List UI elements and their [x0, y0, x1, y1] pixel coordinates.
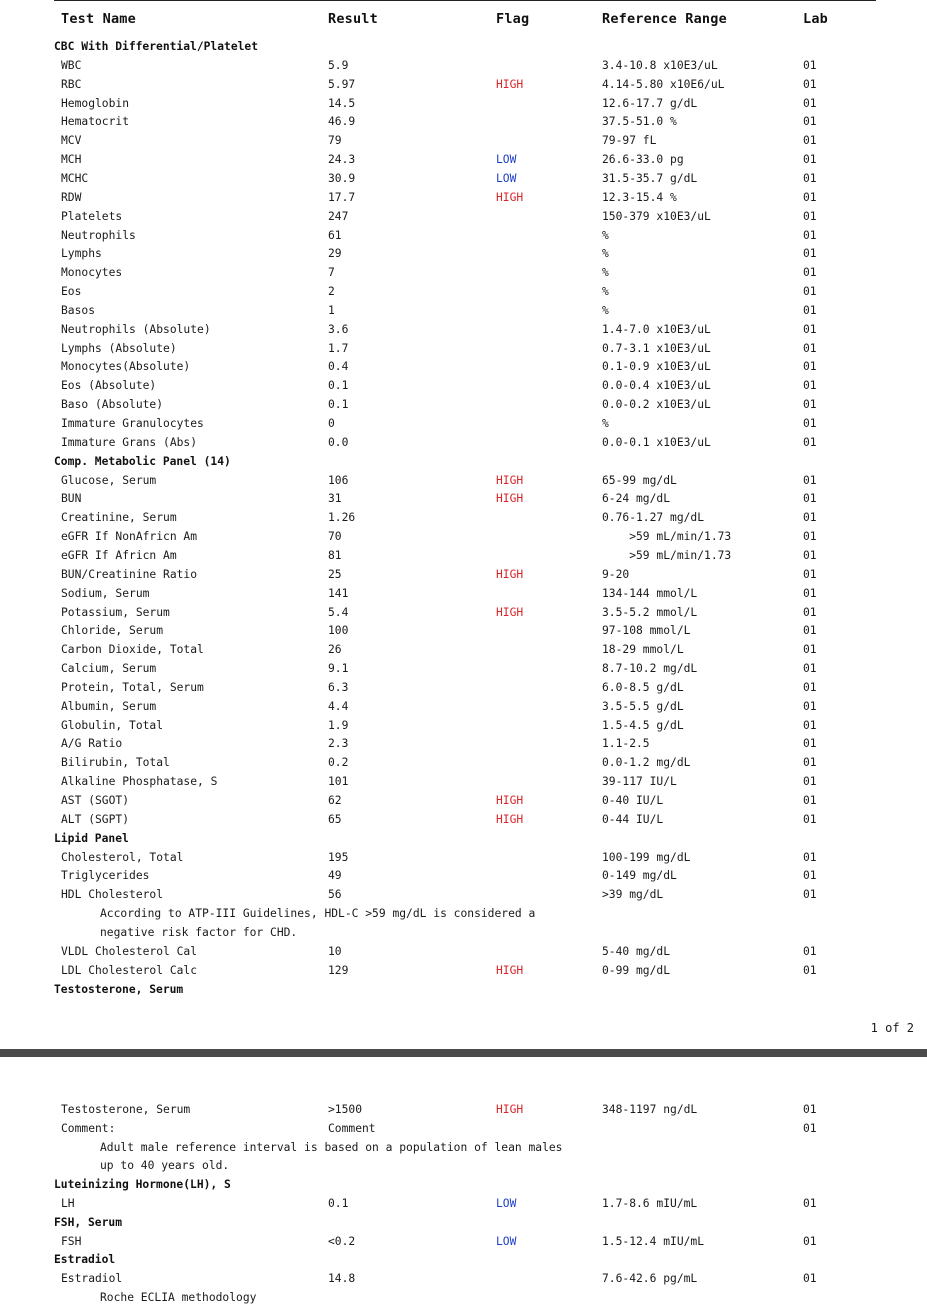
result-value-cell: 17.7: [328, 190, 356, 204]
result-row-mch: [0, 150, 927, 169]
test-name-cell: RDW: [61, 190, 82, 204]
lab-code-cell: 01: [803, 643, 817, 657]
reference-range-cell: 0-99 mg/dL: [602, 963, 671, 977]
flag-cell: HIGH: [496, 605, 524, 619]
result-value-cell: 3.6: [328, 322, 349, 336]
result-value-cell: 56: [328, 888, 342, 902]
reference-range-cell: 97-108 mmol/L: [602, 624, 691, 638]
test-name-cell: Platelets: [61, 209, 123, 223]
test-name-cell: Lymphs: [61, 247, 102, 261]
section-heading-lipid-panel: Lipid Panel: [54, 831, 129, 845]
result-value-cell: 1.7: [328, 341, 349, 355]
reference-range-cell: 39-117 IU/L: [602, 775, 677, 789]
flag-cell: HIGH: [496, 794, 524, 807]
lab-code-cell: 01: [803, 812, 817, 826]
result-row-chloride-serum: [0, 621, 927, 640]
test-name-cell: Monocytes: [61, 266, 123, 280]
reference-range-cell: 0.0-0.1 x10E3/uL: [602, 435, 711, 449]
result-value-cell: 0.0: [328, 435, 349, 449]
result-value-cell: 4.4: [328, 699, 349, 713]
test-name-cell: WBC: [61, 58, 82, 72]
lab-code-cell: 01: [803, 435, 817, 449]
result-value-cell: 30.9: [328, 171, 356, 185]
test-name-cell: AST (SGOT): [61, 794, 130, 807]
test-name-cell: Potassium, Serum: [61, 605, 170, 619]
reference-range-cell: 1.7-8.6 mIU/mL: [602, 1197, 698, 1210]
header-test-name: Test Name: [61, 11, 136, 27]
result-value-cell: 0: [328, 417, 335, 430]
reference-range-cell: 1.4-7.0 x10E3/uL: [602, 322, 711, 336]
lab-code-cell: 01: [803, 586, 817, 600]
header-rule: [54, 0, 876, 1]
test-name-cell: ALT (SGPT): [61, 812, 130, 826]
result-value-cell: 14.8: [328, 1272, 356, 1286]
result-row-alkaline-phosphatase-s: [0, 772, 927, 791]
section-heading-cbc-with-differential-platelet: CBC With Differential/Platelet: [54, 40, 259, 53]
lab-code-cell: 01: [803, 963, 817, 977]
flag-cell: HIGH: [496, 77, 524, 91]
result-row-basos: [0, 301, 927, 320]
reference-range-cell: %: [602, 303, 609, 317]
flag-cell: HIGH: [496, 492, 524, 506]
result-value-cell: 5.9: [328, 58, 349, 72]
result-value-cell: 70: [328, 530, 342, 544]
result-value-cell: 81: [328, 548, 342, 562]
lab-code-cell: 01: [803, 530, 817, 544]
result-value-cell: 247: [328, 209, 349, 223]
test-name-cell: Basos: [61, 303, 96, 317]
result-row-neutrophils-absolute: [0, 320, 927, 339]
reference-range-cell: 8.7-10.2 mg/dL: [602, 662, 698, 676]
result-value-cell: 31: [328, 492, 342, 506]
lab-code-cell: 01: [803, 398, 817, 412]
lab-code-cell: 01: [803, 869, 817, 883]
reference-range-cell: 3.5-5.2 mmol/L: [602, 605, 698, 619]
section-heading-comp-metabolic-panel-14: Comp. Metabolic Panel (14): [54, 454, 231, 468]
page-number: 1 of 2: [870, 1021, 914, 1035]
lab-code-cell: 01: [803, 379, 817, 393]
reference-range-cell: 7.6-42.6 pg/mL: [602, 1272, 698, 1286]
result-row-baso-absolute: [0, 395, 927, 414]
reference-range-cell: 0.7-3.1 x10E3/uL: [602, 341, 711, 355]
flag-cell: LOW: [496, 153, 517, 167]
result-comment-text: up to 40 years old.: [100, 1159, 230, 1173]
result-value-cell: 0.1: [328, 379, 349, 393]
lab-code-cell: 01: [803, 699, 817, 713]
test-name-cell: MCHC: [61, 171, 89, 185]
lab-code-cell: 01: [803, 1103, 817, 1116]
result-value-cell: 49: [328, 869, 342, 883]
result-value-cell: 10: [328, 944, 342, 958]
lab-code-cell: 01: [803, 1234, 817, 1248]
result-value-cell: 1.9: [328, 718, 349, 732]
result-row-monocytes: [0, 263, 927, 282]
result-value-cell: <0.2: [328, 1234, 356, 1248]
reference-range-cell: 6-24 mg/dL: [602, 492, 671, 506]
result-row-a-g-ratio: [0, 734, 927, 753]
test-name-cell: Estradiol: [61, 1272, 123, 1286]
lab-code-cell: 01: [803, 718, 817, 732]
test-name-cell: Glucose, Serum: [61, 473, 157, 487]
lab-code-cell: 01: [803, 303, 817, 317]
result-value-cell: 141: [328, 586, 349, 600]
result-row-bilirubin-total: [0, 753, 927, 772]
result-value-cell: 0.1: [328, 398, 349, 412]
page-divider: [0, 1049, 927, 1057]
lab-code-cell: 01: [803, 58, 817, 72]
result-row-wbc: [0, 56, 927, 75]
result-value-cell: 5.97: [328, 77, 356, 91]
result-row-mchc: [0, 169, 927, 188]
result-value-cell: 100: [328, 624, 349, 638]
test-name-cell: Cholesterol, Total: [61, 850, 184, 864]
flag-cell: LOW: [496, 171, 517, 185]
test-name-cell: A/G Ratio: [61, 737, 123, 751]
lab-code-cell: 01: [803, 247, 817, 261]
result-comment-text: According to ATP-III Guidelines, HDL-C >59 mg/dL is considered a: [100, 907, 536, 921]
result-value-cell: 61: [328, 228, 342, 242]
result-row-bun: [0, 489, 927, 508]
test-name-cell: Creatinine, Serum: [61, 511, 177, 525]
reference-range-cell: %: [602, 417, 609, 430]
lab-code-cell: 01: [803, 285, 817, 299]
flag-cell: HIGH: [496, 812, 524, 826]
result-value-cell: Comment: [328, 1121, 376, 1135]
result-row-fsh: [0, 1232, 927, 1251]
test-name-cell: eGFR If Africn Am: [61, 548, 177, 562]
result-value-cell: 0.1: [328, 1197, 349, 1210]
result-value-cell: >1500: [328, 1103, 363, 1116]
result-row-testosterone-serum: [0, 1100, 927, 1119]
test-name-cell: Monocytes(Absolute): [61, 360, 191, 374]
result-row-creatinine-serum: [0, 508, 927, 527]
test-name-cell: Bilirubin, Total: [61, 756, 170, 770]
result-value-cell: 29: [328, 247, 342, 261]
test-name-cell: BUN: [61, 492, 82, 506]
reference-range-cell: 0.76-1.27 mg/dL: [602, 511, 705, 525]
reference-range-cell: %: [602, 228, 609, 242]
test-name-cell: Immature Grans (Abs): [61, 435, 198, 449]
flag-cell: LOW: [496, 1197, 517, 1210]
test-name-cell: Globulin, Total: [61, 718, 164, 732]
result-value-cell: 62: [328, 794, 342, 807]
test-name-cell: Albumin, Serum: [61, 699, 157, 713]
reference-range-cell: 5-40 mg/dL: [602, 944, 671, 958]
reference-range-cell: %: [602, 266, 609, 280]
lab-code-cell: 01: [803, 190, 817, 204]
result-row-lymphs-absolute: [0, 339, 927, 358]
lab-code-cell: 01: [803, 153, 817, 167]
result-row-lymphs: [0, 244, 927, 263]
header-reference-range: Reference Range: [602, 11, 727, 27]
result-row-triglycerides: [0, 866, 927, 885]
test-name-cell: Neutrophils (Absolute): [61, 322, 211, 336]
flag-cell: HIGH: [496, 473, 524, 487]
reference-range-cell: 100-199 mg/dL: [602, 850, 691, 864]
lab-code-cell: 01: [803, 77, 817, 91]
result-row-estradiol: [0, 1269, 927, 1288]
lab-code-cell: 01: [803, 624, 817, 638]
test-name-cell: VLDL Cholesterol Cal: [61, 944, 198, 958]
reference-range-cell: 79-97 fL: [602, 134, 657, 148]
result-value-cell: 5.4: [328, 605, 349, 619]
lab-code-cell: 01: [803, 662, 817, 676]
lab-code-cell: 01: [803, 680, 817, 694]
result-value-cell: 101: [328, 775, 349, 789]
reference-range-cell: 9-20: [602, 567, 630, 581]
flag-cell: HIGH: [496, 1103, 524, 1116]
result-comment-text: Roche ECLIA methodology: [100, 1291, 257, 1304]
result-row-neutrophils: [0, 226, 927, 245]
result-row-comment: [0, 1119, 927, 1138]
result-row-globulin-total: [0, 716, 927, 735]
result-row-bun-creatinine-ratio: [0, 565, 927, 584]
reference-range-cell: 12.6-17.7 g/dL: [602, 96, 698, 110]
test-name-cell: Triglycerides: [61, 869, 150, 883]
result-value-cell: 129: [328, 963, 349, 977]
reference-range-cell: 18-29 mmol/L: [602, 643, 684, 657]
section-heading-fsh-serum: FSH, Serum: [54, 1215, 123, 1229]
result-value-cell: 6.3: [328, 680, 349, 694]
lab-code-cell: 01: [803, 944, 817, 958]
test-name-cell: MCH: [61, 153, 82, 167]
reference-range-cell: >59 mL/min/1.73: [602, 530, 732, 544]
section-heading-testosterone-serum: Testosterone, Serum: [54, 982, 184, 996]
flag-cell: HIGH: [496, 190, 524, 204]
test-name-cell: Sodium, Serum: [61, 586, 150, 600]
reference-range-cell: >39 mg/dL: [602, 888, 664, 902]
reference-range-cell: %: [602, 285, 609, 299]
test-name-cell: Hemoglobin: [61, 96, 130, 110]
reference-range-cell: %: [602, 247, 609, 261]
result-row-platelets: [0, 207, 927, 226]
test-name-cell: Lymphs (Absolute): [61, 341, 177, 355]
result-row-vldl-cholesterol-cal: [0, 942, 927, 961]
result-value-cell: 1: [328, 303, 335, 317]
lab-code-cell: 01: [803, 228, 817, 242]
result-row-carbon-dioxide-total: [0, 640, 927, 659]
lab-code-cell: 01: [803, 360, 817, 374]
result-row-lh: [0, 1194, 927, 1213]
lab-code-cell: 01: [803, 888, 817, 902]
test-name-cell: Protein, Total, Serum: [61, 680, 204, 694]
test-name-cell: Alkaline Phosphatase, S: [61, 775, 218, 789]
section-heading-luteinizing-hormone-lh-s: Luteinizing Hormone(LH), S: [54, 1178, 231, 1192]
result-value-cell: 2: [328, 285, 335, 299]
header-result: Result: [328, 11, 378, 27]
reference-range-cell: 31.5-35.7 g/dL: [602, 171, 698, 185]
lab-code-cell: 01: [803, 850, 817, 864]
test-name-cell: Baso (Absolute): [61, 398, 164, 412]
reference-range-cell: 1.5-12.4 mIU/mL: [602, 1234, 705, 1248]
lab-code-cell: 01: [803, 341, 817, 355]
lab-code-cell: 01: [803, 115, 817, 129]
result-row-hematocrit: [0, 112, 927, 131]
lab-code-cell: 01: [803, 473, 817, 487]
result-value-cell: 106: [328, 473, 349, 487]
lab-code-cell: 01: [803, 322, 817, 336]
result-row-alt-sgpt: [0, 810, 927, 829]
reference-range-cell: 0.1-0.9 x10E3/uL: [602, 360, 711, 374]
lab-code-cell: 01: [803, 567, 817, 581]
result-value-cell: 195: [328, 850, 349, 864]
reference-range-cell: 6.0-8.5 g/dL: [602, 680, 684, 694]
reference-range-cell: 0.0-1.2 mg/dL: [602, 756, 691, 770]
test-name-cell: LDL Cholesterol Calc: [61, 963, 198, 977]
flag-cell: HIGH: [496, 963, 524, 977]
test-name-cell: Testosterone, Serum: [61, 1103, 191, 1116]
reference-range-cell: 348-1197 ng/dL: [602, 1103, 698, 1116]
reference-range-cell: 1.5-4.5 g/dL: [602, 718, 684, 732]
test-name-cell: Eos: [61, 285, 82, 299]
result-row-ast-sgot: [0, 791, 927, 810]
result-row-sodium-serum: [0, 584, 927, 603]
test-name-cell: Hematocrit: [61, 115, 130, 129]
result-value-cell: 46.9: [328, 115, 356, 129]
result-row-calcium-serum: [0, 659, 927, 678]
test-name-cell: Neutrophils: [61, 228, 136, 242]
reference-range-cell: 37.5-51.0 %: [602, 115, 677, 129]
result-row-protein-total-serum: [0, 678, 927, 697]
result-row-rdw: [0, 188, 927, 207]
result-row-hdl-cholesterol: [0, 885, 927, 904]
reference-range-cell: 0-149 mg/dL: [602, 869, 677, 883]
reference-range-cell: 134-144 mmol/L: [602, 586, 698, 600]
report-page-2: [0, 1057, 927, 1314]
lab-code-cell: 01: [803, 794, 817, 807]
result-value-cell: 24.3: [328, 153, 356, 167]
reference-range-cell: 3.5-5.5 g/dL: [602, 699, 684, 713]
test-name-cell: Comment:: [61, 1121, 116, 1135]
result-row-immature-granulocytes: [0, 414, 927, 433]
result-row-cholesterol-total: [0, 848, 927, 867]
result-row-albumin-serum: [0, 697, 927, 716]
result-value-cell: 65: [328, 812, 342, 826]
header-lab: Lab: [803, 11, 828, 27]
reference-range-cell: 4.14-5.80 x10E6/uL: [602, 77, 725, 91]
lab-code-cell: 01: [803, 1121, 817, 1135]
lab-code-cell: 01: [803, 548, 817, 562]
lab-code-cell: 01: [803, 756, 817, 770]
test-name-cell: BUN/Creatinine Ratio: [61, 567, 198, 581]
test-name-cell: Calcium, Serum: [61, 662, 157, 676]
result-row-immature-grans-abs: [0, 433, 927, 452]
result-row-hemoglobin: [0, 94, 927, 113]
reference-range-cell: 12.3-15.4 %: [602, 190, 677, 204]
result-row-egfr-if-africn-am: [0, 546, 927, 565]
reference-range-cell: 150-379 x10E3/uL: [602, 209, 711, 223]
test-name-cell: Eos (Absolute): [61, 379, 157, 393]
reference-range-cell: 1.1-2.5: [602, 737, 650, 751]
lab-code-cell: 01: [803, 96, 817, 110]
reference-range-cell: 65-99 mg/dL: [602, 473, 677, 487]
test-name-cell: Immature Granulocytes: [61, 417, 204, 430]
test-name-cell: eGFR If NonAfricn Am: [61, 530, 198, 544]
lab-code-cell: 01: [803, 511, 817, 525]
reference-range-cell: 0.0-0.2 x10E3/uL: [602, 398, 711, 412]
result-value-cell: 1.26: [328, 511, 356, 525]
result-comment-text: negative risk factor for CHD.: [100, 925, 298, 939]
test-name-cell: RBC: [61, 77, 82, 91]
test-name-cell: Carbon Dioxide, Total: [61, 643, 204, 657]
test-name-cell: Chloride, Serum: [61, 624, 164, 638]
reference-range-cell: 3.4-10.8 x10E3/uL: [602, 58, 718, 72]
result-row-egfr-if-nonafricn-am: [0, 527, 927, 546]
result-value-cell: 2.3: [328, 737, 349, 751]
test-name-cell: LH: [61, 1197, 75, 1210]
result-row-rbc: [0, 75, 927, 94]
result-row-mcv: [0, 131, 927, 150]
test-name-cell: FSH: [61, 1234, 82, 1248]
reference-range-cell: 0-40 IU/L: [602, 794, 664, 807]
reference-range-cell: 0.0-0.4 x10E3/uL: [602, 379, 711, 393]
test-name-cell: MCV: [61, 134, 82, 148]
lab-code-cell: 01: [803, 775, 817, 789]
lab-code-cell: 01: [803, 266, 817, 280]
flag-cell: LOW: [496, 1234, 517, 1248]
section-heading-estradiol: Estradiol: [54, 1253, 116, 1267]
reference-range-cell: >59 mL/min/1.73: [602, 548, 732, 562]
result-row-monocytes-absolute: [0, 357, 927, 376]
result-value-cell: 14.5: [328, 96, 356, 110]
result-value-cell: 0.2: [328, 756, 349, 770]
header-flag: Flag: [496, 11, 530, 27]
test-name-cell: HDL Cholesterol: [61, 888, 164, 902]
lab-code-cell: 01: [803, 492, 817, 506]
lab-code-cell: 01: [803, 1272, 817, 1286]
lab-code-cell: 01: [803, 209, 817, 223]
flag-cell: HIGH: [496, 567, 524, 581]
result-value-cell: 25: [328, 567, 342, 581]
result-value-cell: 7: [328, 266, 335, 280]
reference-range-cell: 0-44 IU/L: [602, 812, 664, 826]
lab-code-cell: 01: [803, 1197, 817, 1210]
lab-code-cell: 01: [803, 737, 817, 751]
result-row-glucose-serum: [0, 471, 927, 490]
reference-range-cell: 26.6-33.0 pg: [602, 153, 684, 167]
result-row-eos-absolute: [0, 376, 927, 395]
lab-code-cell: 01: [803, 605, 817, 619]
lab-code-cell: 01: [803, 171, 817, 185]
result-value-cell: 9.1: [328, 662, 349, 676]
result-row-potassium-serum: [0, 603, 927, 622]
lab-code-cell: 01: [803, 417, 817, 430]
result-row-ldl-cholesterol-calc: [0, 961, 927, 980]
result-value-cell: 79: [328, 134, 342, 148]
result-comment-text: Adult male reference interval is based on a population of lean males: [100, 1140, 563, 1154]
result-value-cell: 26: [328, 643, 342, 657]
result-value-cell: 0.4: [328, 360, 349, 374]
result-row-eos: [0, 282, 927, 301]
lab-code-cell: 01: [803, 134, 817, 148]
